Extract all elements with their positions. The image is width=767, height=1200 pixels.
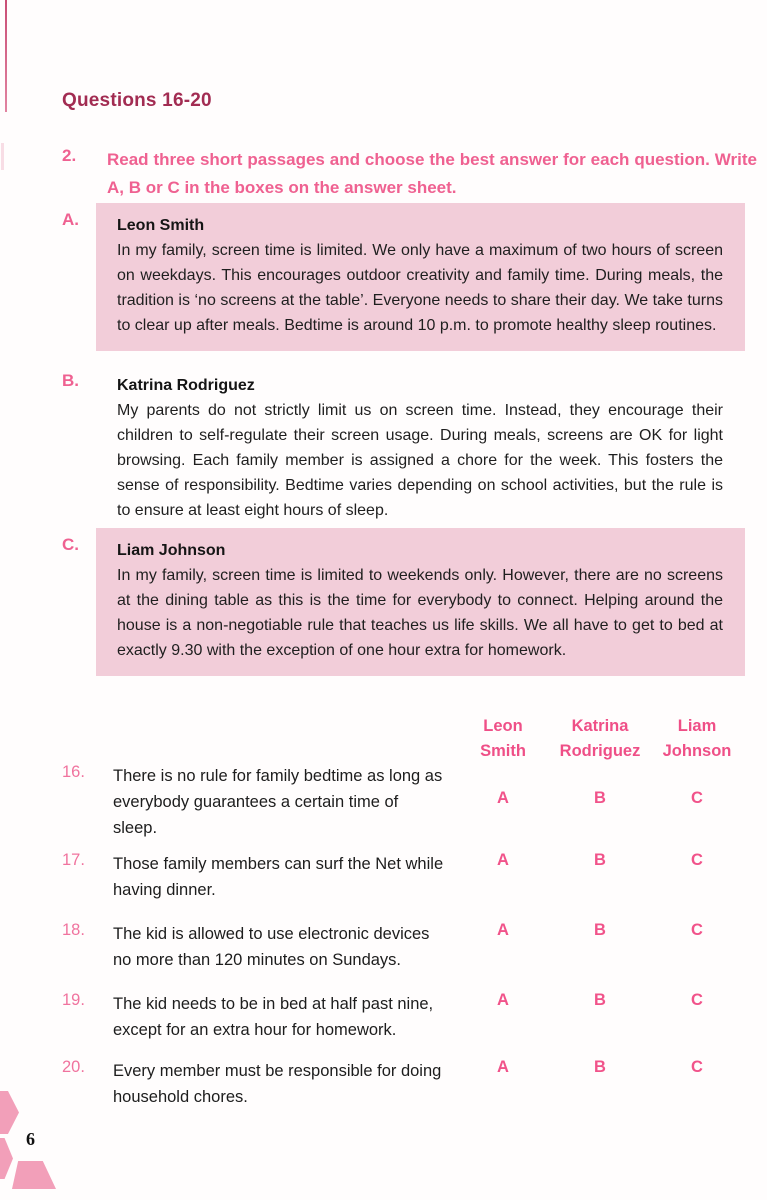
passage-b-author: Katrina Rodriguez bbox=[117, 377, 255, 394]
question-16-text: There is no rule for family bedtime as long as everybody guarantees a certain time of sleep. bbox=[113, 767, 443, 837]
question-16-number: 16. bbox=[62, 763, 85, 781]
question-18-option-c: C bbox=[691, 921, 703, 939]
question-18-option-b: B bbox=[594, 921, 606, 939]
question-17-option-a: A bbox=[497, 851, 509, 869]
question-19-text: The kid needs to be in bed at half past nine, except for an extra hour for homework. bbox=[113, 995, 434, 1039]
passage-c-text: In my family, screen time is limited to weekends only. However, there are no screens at the dining table as this is the time for everybody to connect. Helping around the house is a non-negotiable rule that teaches us life skills. We all have to get to bed at exactly 9.30 with the exception of one hour extra for homework. bbox=[117, 567, 723, 659]
left-edge-accent-line bbox=[5, 0, 7, 112]
passage-c-label: C. bbox=[62, 535, 79, 554]
instruction-text: Read three short passages and choose the best answer for each question. Write A, B or C in the boxes on the answer sheet. bbox=[107, 150, 757, 197]
corner-trapezoid-icon bbox=[12, 1161, 56, 1189]
section-heading: Questions 16-20 bbox=[62, 90, 212, 111]
question-19-option-c: C bbox=[691, 991, 703, 1009]
question-18-number: 18. bbox=[62, 921, 85, 939]
passage-a-box bbox=[96, 203, 745, 351]
corner-hexagon-icon bbox=[0, 1138, 13, 1179]
passage-b-text: My parents do not strictly limit us on screen time. Instead, they encourage their children to self-regulate their screen usage. During meals, screens are OK for light browsing. Each family member is assigned a chore for the week. This fosters the sense of responsibility. Bedtime varies depending on school activities, but the rule is to ensure at least eight hours of sleep. bbox=[117, 402, 723, 519]
question-17-option-c: C bbox=[691, 851, 703, 869]
passage-c-box bbox=[96, 528, 745, 676]
passage-a-text: In my family, screen time is limited. We only have a maximum of two hours of screen on weekdays. This encourages outdoor creativity and family time. During meals, the tradition is ‘no screens at the table’. Everyone needs to share their day. We take turns to clear up after meals. Bedtime is around 10 p.m. to promote healthy sleep routines. bbox=[117, 242, 723, 334]
instruction-number: 2. bbox=[62, 146, 77, 165]
question-20-option-a: A bbox=[497, 1058, 509, 1076]
question-17-number: 17. bbox=[62, 851, 85, 869]
question-20-option-b: B bbox=[594, 1058, 606, 1076]
question-16-option-a: A bbox=[497, 789, 509, 807]
question-17-text: Those family members can surf the Net while having dinner. bbox=[113, 855, 444, 899]
column-header-leon-smith: Leon Smith bbox=[480, 717, 526, 760]
question-17-option-b: B bbox=[594, 851, 606, 869]
question-20-number: 20. bbox=[62, 1058, 85, 1076]
question-16-option-b: B bbox=[594, 789, 606, 807]
passage-a-author: Leon Smith bbox=[117, 217, 205, 234]
passage-a-label: A. bbox=[62, 210, 79, 229]
corner-hexagon-icon bbox=[0, 1091, 19, 1134]
question-20-text: Every member must be responsible for doing household chores. bbox=[113, 1062, 442, 1106]
question-19-number: 19. bbox=[62, 991, 85, 1009]
left-edge-faint-mark bbox=[1, 143, 4, 170]
passage-b-box bbox=[96, 363, 745, 536]
question-20-option-c: C bbox=[691, 1058, 703, 1076]
column-header-katrina-rodriguez: Katrina Rodriguez bbox=[559, 717, 641, 760]
question-19-option-a: A bbox=[497, 991, 509, 1009]
page-number: 6 bbox=[26, 1129, 35, 1149]
column-header-liam-johnson: Liam Johnson bbox=[662, 717, 732, 760]
question-16-option-c: C bbox=[691, 789, 703, 807]
passage-b-label: B. bbox=[62, 371, 79, 390]
passage-c-author: Liam Johnson bbox=[117, 542, 226, 559]
question-18-text: The kid is allowed to use electronic devices no more than 120 minutes on Sundays. bbox=[113, 925, 430, 969]
question-19-option-b: B bbox=[594, 991, 606, 1009]
question-18-option-a: A bbox=[497, 921, 509, 939]
